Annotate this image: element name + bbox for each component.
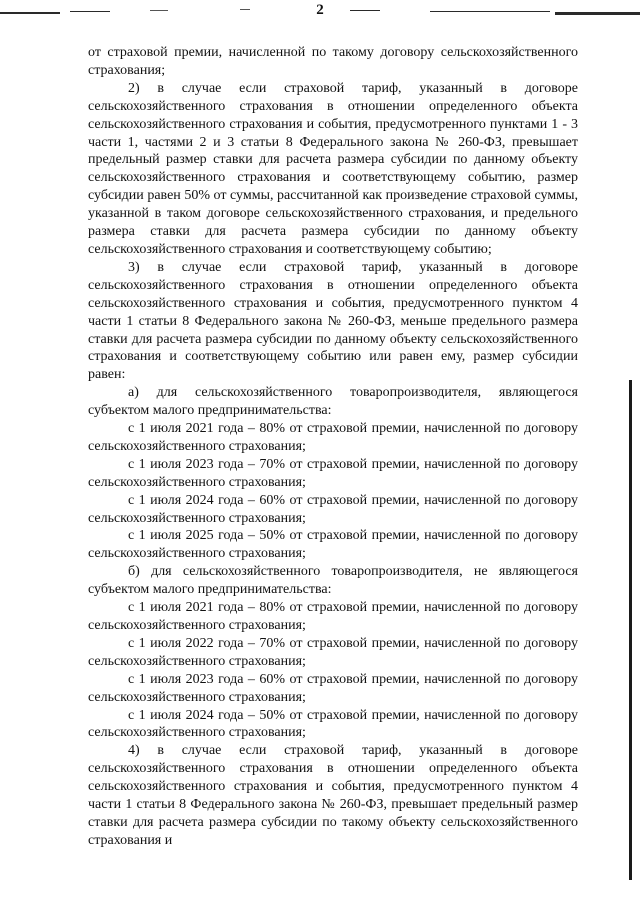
subitem-b: б) для сельскохозяйственного товаропроизводителя, не являющегося субъектом малого предпринимательства: [88,564,578,598]
paragraph-continuation: от страховой премии, начисленной по такому договору сельскохозяйственного страхования; [88,45,578,78]
rate-line: с 1 июля 2024 года – 50% от страховой премии, начисленной по договору сельскохозяйственного страхования; [88,707,578,741]
rate-line: с 1 июля 2025 года – 50% от страховой премии, начисленной по договору сельскохозяйственного страхования; [88,528,578,562]
scan-edge-shadow [629,380,632,880]
paragraph-item-2: 2) в случае если страховой тариф, указанный в договоре сельскохозяйственного страхования в отношении определенного объекта сельскохозяйственного страхования и события, предусмотренного пунктами 1 - 3 части 1, частями 2 и 3 статьи 8 Федерального закона № 260-ФЗ, превышает предельный размер ставки для расчета размера субсидии по данному объекту сельскохозяйственного страхования и соответствующему событию, размер субсидии равен 50% от суммы, рассчитанной как произведение страховой суммы, указанной в таком договоре сельскохозяйственного страхования, и предельного размера ставки для расчета размера субсидии по данному объекту сельскохозяйственного страхования и соответствующему событию; [88,80,578,257]
rate-line: с 1 июля 2021 года – 80% от страховой премии, начисленной по договору сельскохозяйственного страхования; [88,600,578,633]
rate-line: с 1 июля 2023 года – 60% от страховой премии, начисленной по договору сельскохозяйственного страхования; [88,671,578,705]
rate-line: с 1 июля 2022 года – 70% от страховой премии, начисленной по договору сельскохозяйственного страхования; [88,635,578,669]
rate-line: с 1 июля 2024 года – 60% от страховой премии, начисленной по договору сельскохозяйственного страхования; [88,492,578,526]
paragraph-item-4: 4) в случае если страховой тариф, указанный в договоре сельскохозяйственного страхования в отношении определенного объекта сельскохозяйственного страхования и события, предусмотренного пунктом 4 части 1 статьи 8 Федерального закона № 260-ФЗ, превышает предельный размер ставки для расчета размера субсидии по такому объекту сельскохозяйственного страхования и [88,743,578,848]
rate-line: с 1 июля 2021 года – 80% от страховой премии, начисленной по договору сельскохозяйственного страхования; [88,421,578,454]
page-number: 2 [316,2,324,18]
paragraph-item-3: 3) в случае если страховой тариф, указанный в договоре сельскохозяйственного страхования в отношении определенного объекта сельскохозяйственного страхования и события, предусмотренного пунктом 4 части 1 статьи 8 Федерального закона № 260-ФЗ, меньше предельного размера ставки для расчета размера субсидии по данному объекту сельскохозяйственного страхования и соответствующему событию или равен ему, размер субсидии равен: [88,259,578,383]
document-body [88,44,578,850]
rate-line: с 1 июля 2023 года – 70% от страховой премии, начисленной по договору сельскохозяйственного страхования; [88,456,578,490]
subitem-a: а) для сельскохозяйственного товаропроизводителя, являющегося субъектом малого предпринимательства: [88,385,578,419]
